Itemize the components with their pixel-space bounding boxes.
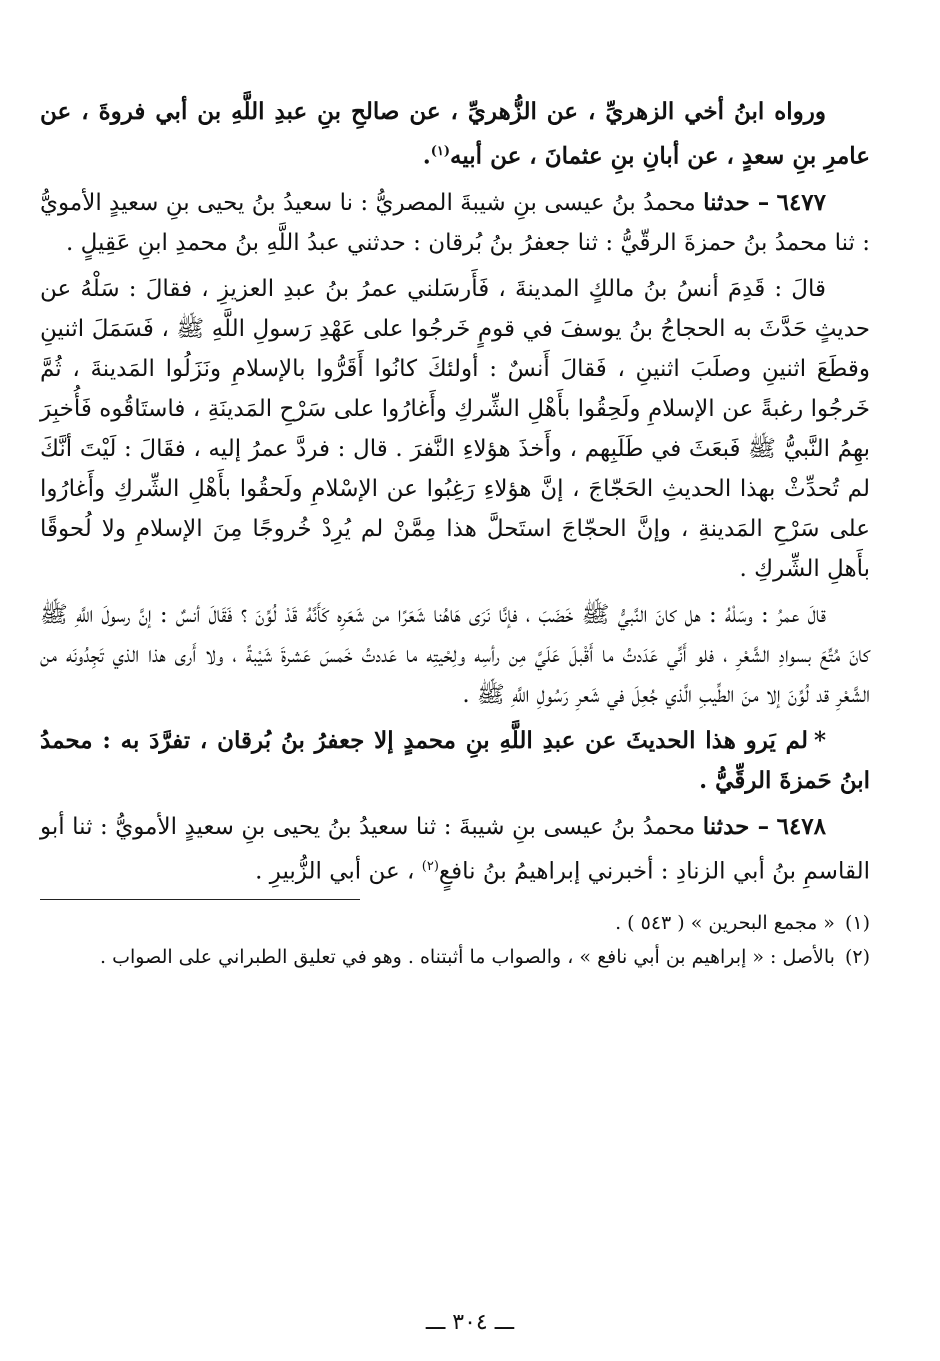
note-text: لم يَرو هذا الحديثَ عن عبدِ اللَّهِ بنِ محمدٍ إلا جعفرُ بنُ بُرقان ، تفرَّدَ به : محمدُ ابنُ حَمزةَ الرقِّيُّ . — [40, 726, 870, 794]
p1-text: ورواه ابنُ أخي الزهريِّ ، عن الزُّهريِّ ، عن صالحِ بنِ عبدِ اللَّهِ بن أبي فروةَ ، عن عامرِ بنِ سعدٍ ، عن أبانِ بنِ عثمانَ ، عن أبيه — [40, 98, 870, 170]
paragraph-p3 — [40, 269, 870, 589]
page-number: ـــ ٣٠٤ ـــ — [425, 1310, 515, 1335]
hadith-number: ٦٤٧٧ — [776, 188, 827, 216]
footnote-text: « مجمع البحرين » ( ٥٤٣ ) . — [615, 912, 835, 935]
p6-tail: ، عن أبي الزُّبيرِ . — [255, 858, 415, 885]
footnote-2 — [40, 942, 870, 972]
paragraph-hadith-6478 — [40, 807, 870, 892]
footnote-ref-1[interactable]: (١) — [430, 144, 450, 159]
p4-text: قالَ عمرُ : وسَلْهُ : هل كانَ النَّبيُّ ﷺ خَضَبَ ، فإنَّا نَرَى هَاهُنا شَعَرًا من شَعَرِه كَأَنَّهُ قَدْ لُوِّنَ ؟ فَقَالَ أنسٌ : إنَّ رسولَ اللَّهِ ﷺ كانَ مُتِّعَ بسوادِ الشَّعْرِ ، فلو أَنِّي عَدَدتُ ما أَقْبلَ عَلَيَّ مِن رأسِه ولِحْيتِه ما عَددتُ خَمسَ عَشرةَ شَيْبةً ، ولا أَرى هذا الذي تَجِدُونَه من الشَّعْرِ قد لُوِّنَ إلا منَ الطِّيبِ الَّذي جُعِلَ في شَعرِ رَسُولِ اللَّهِ ﷺ . — [40, 601, 870, 708]
hadith-isnad: محمدُ بنُ عيسى بنِ شيبةَ المصريُّ : نا سعيدُ بنُ يحيى بنِ سعيدٍ الأمويُّ : ثنا محمدُ بنُ حمزةَ الرقّيُّ : ثنا جعفرُ بنُ بُرقان : حدثني عبدُ اللَّهِ بنُ محمدِ ابنِ عَقِيلٍ . — [40, 189, 870, 256]
hadith-lead: – حدثنا — [703, 188, 770, 216]
p3-text: قالَ : قَدِمَ أنسُ بنُ مالكٍ المدينةَ ، فَأَرسَلني عمرُ بنُ عبدِ العزيزِ ، فقالَ : سَلْهُ عن حديثٍ حَدَّثَ به الحجاجُ بنُ يوسفَ في قومٍ خَرجُوا على عَهْدِ رَسولِ اللَّهِ ﷺ ، فَسَمَلَ اثنينِ وقطَعَ اثنينِ وصلَبَ اثنينِ ، فَقالَ أَنسٌ : أولئكَ كانُوا أَقَرُّوا بالإسلامِ ونَزَلُوا المَدينةَ ، ثُمَّ خَرجُوا رغبةً عن الإسلامِ ولَحِقُوا بأَهْلِ الشِّركِ وأَغارُوا على سَرْحِ المَدينَةِ ، فاستَاقُوه فَأُخبِرَ بهِمُ النَّبيُّ ﷺ فَبعَثَ في طَلَبِهم ، وأَخذَ هؤلاءِ النَّفرَ . قال : فردَّ عمرُ إليه ، فقَالَ : لَيْتَ أنَّكَ لم تُحدِّثْ بهذا الحديثِ الحَجّاجَ ، إنَّ هؤلاءِ رَغِبُوا عن الإسْلامِ ولَحقُوا بأَهْلِ الشِّركِ وأَغارُوا على سَرْحِ المَدينةِ ، وإنَّ الحجّاجَ استَحلَّ هذا مِمَّنْ لم يُرِدْ خُروجًا مِنَ الإسلامِ ولا لُحوقًا بأَهلِ الشِّركِ . — [40, 275, 870, 582]
footnote-1 — [40, 908, 870, 938]
hadith-isnad: محمدُ بنُ عيسى بنِ شيبةَ : ثنا سعيدُ بنُ يحيى بنِ سعيدٍ الأمويُّ : ثنا أبو القاسمِ بنُ أبي الزنادِ : أخبرني إبراهيمُ بنُ نافعٍ — [40, 813, 870, 885]
hadith-lead: – حدثنا — [702, 812, 770, 840]
footnote-number: (٢) — [844, 946, 870, 969]
footnote-separator — [40, 899, 360, 900]
paragraph-p4 — [40, 595, 870, 715]
footnote-text: بالأصل : « إبراهيم بن أبي نافع » ، والصواب ما أثبتناه . وهو في تعليق الطبراني على الصواب . — [100, 946, 835, 969]
footnote-ref-2[interactable]: (٢) — [421, 858, 439, 874]
paragraph-p1 — [40, 92, 870, 177]
p1-tail: . — [422, 142, 431, 170]
star-icon: * — [813, 726, 826, 754]
paragraph-hadith-6477 — [40, 183, 870, 263]
hadith-number: ٦٤٧٨ — [776, 812, 827, 840]
paragraph-note — [40, 721, 870, 801]
footnote-number: (١) — [844, 912, 870, 935]
